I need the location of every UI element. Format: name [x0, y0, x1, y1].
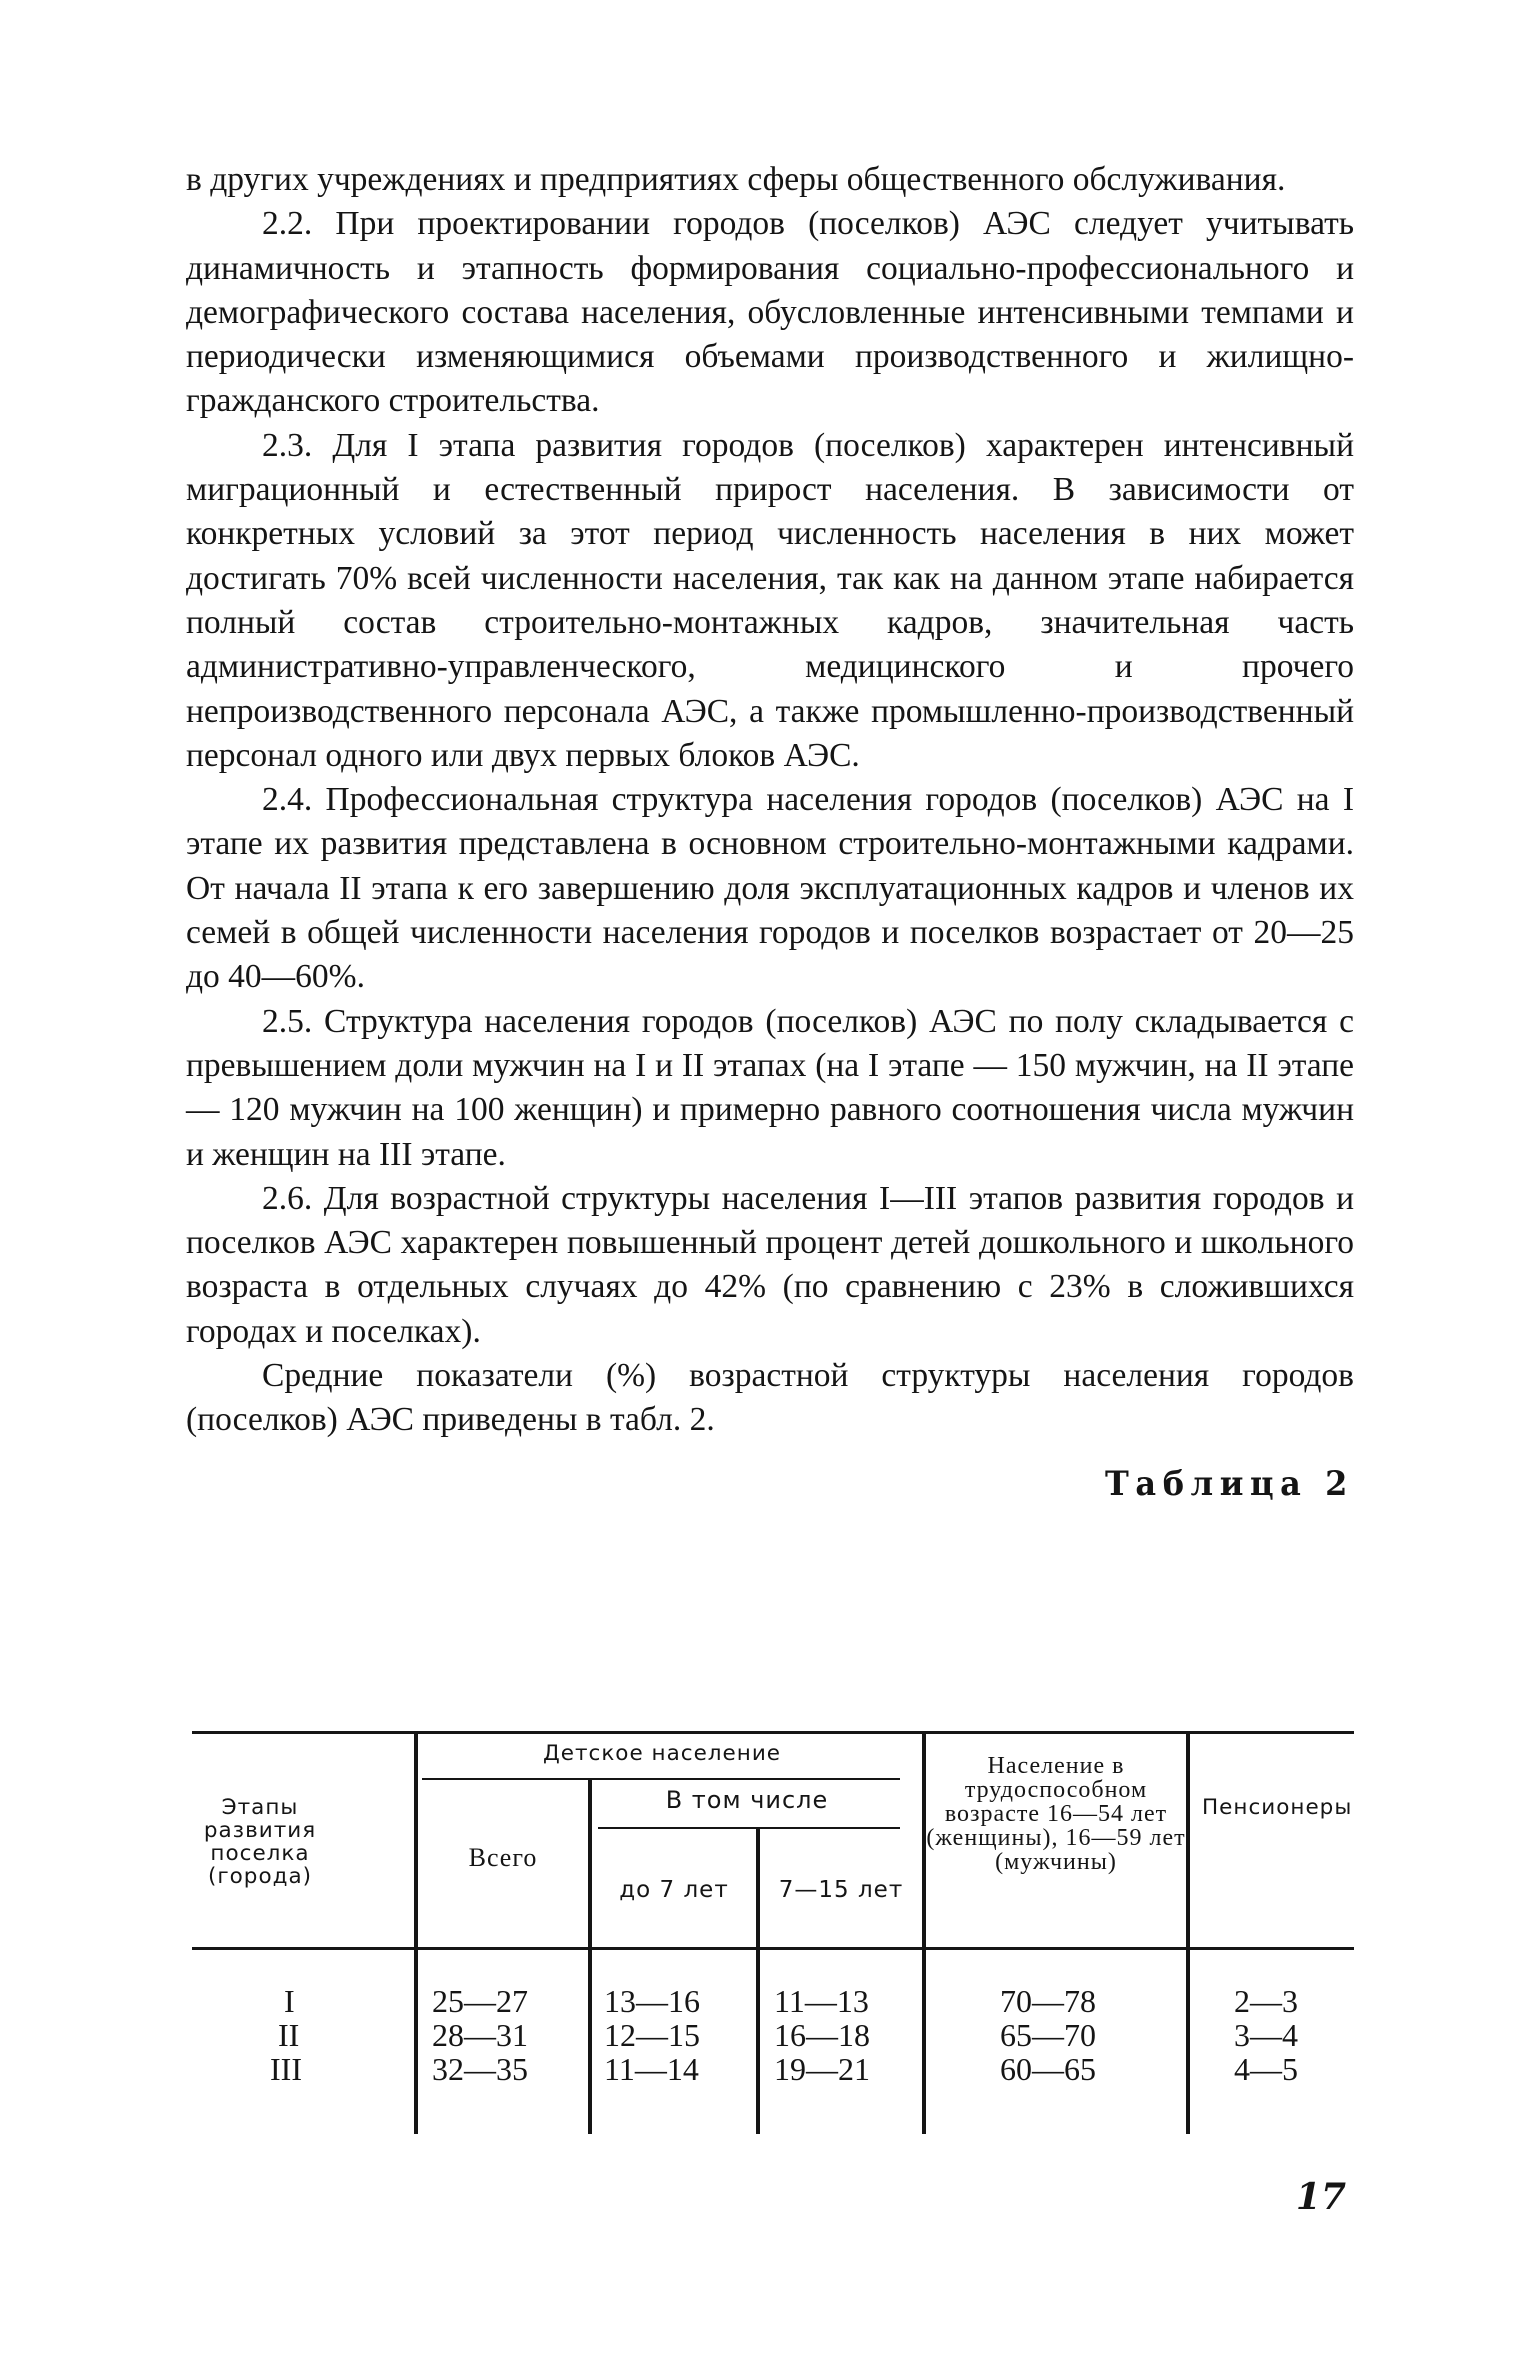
- page-body: [186, 158, 1354, 1504]
- row-pensioners: 3—4: [1234, 2017, 1298, 2053]
- row-pensioners: 2—3: [1234, 1983, 1298, 2019]
- col-rule-3: [756, 1827, 760, 2134]
- col-rule-2: [588, 1778, 592, 2134]
- including-header-rule: [598, 1827, 900, 1829]
- row-working: 70—78: [1000, 1983, 1096, 2019]
- col-rule-5: [1186, 1734, 1190, 2134]
- children-header-rule: [422, 1778, 900, 1780]
- header-bottom-rule: [192, 1947, 1354, 1950]
- row-stage: I: [284, 1983, 295, 2019]
- row-7to15: 11—13: [774, 1983, 869, 2019]
- paragraph-2-2: 2.2. При проектировании городов (поселков) АЭС следует учитывать динамичность и этапность формирования социально-профессионального и демографического состава населения, обусловленные интенсивными темпами и периодически изменяющимися объемами производственного и жилищно-гражданского строительства.: [186, 205, 1354, 420]
- table-caption: Таблица 2: [1105, 1463, 1354, 1504]
- row-under7: 12—15: [604, 2017, 700, 2053]
- header-including: В том числе: [665, 1786, 829, 1814]
- paragraph-2-5: 2.5. Структура населения городов (поселков) АЭС по полу складывается с превышением доли мужчин на I и II этапах (на I этапе — 150 мужчин, на II этапе — 120 мужчин на 100 женщин) и примерно равного соотношения числа мужчин и женщин на III этапе.: [186, 1002, 1354, 1173]
- row-under7: 11—14: [604, 2051, 699, 2087]
- row-7to15: 19—21: [774, 2051, 870, 2087]
- header-7to15: 7—15 лет: [778, 1877, 904, 1903]
- paragraph-2-4: 2.4. Профессиональная структура населения городов (поселков) АЭС на I этапе их развития представлена в основном строительно-монтажными кадрами. От начала II этапа к его завершению доля эксплуатационных кадров и членов их семей в общей численности населения городов и поселков возрастает от 20—25 до 40—60%.: [186, 781, 1354, 996]
- row-stage: III: [270, 2051, 302, 2087]
- row-working: 65—70: [1000, 2017, 1096, 2053]
- row-under7: 13—16: [604, 1983, 700, 2019]
- header-children: Детское население: [542, 1741, 782, 1766]
- header-total: Всего: [468, 1843, 538, 1872]
- paragraph-2-6: 2.6. Для возрастной структуры населения I—III этапов развития городов и поселков АЭС характерен повышенный процент детей дошкольного и школьного возраста в отдельных случаях до 42% (по сравнению с 23% в сложившихся городах и поселках).: [186, 1179, 1354, 1350]
- header-under7: до 7 лет: [619, 1877, 729, 1903]
- table-top-rule: [192, 1731, 1354, 1734]
- row-total: 28—31: [432, 2017, 528, 2053]
- row-working: 60—65: [1000, 2051, 1096, 2087]
- header-stage: Этапы развития поселка (города): [203, 1795, 317, 1889]
- header-working: Население в трудоспособном возрасте 16—54 лет (женщины), 16—59 лет (мужчины): [926, 1753, 1186, 1875]
- row-total: 32—35: [432, 2051, 528, 2087]
- col-rule-1: [414, 1734, 418, 2134]
- paragraph-2-3: 2.3. Для I этапа развития городов (поселков) характерен интенсивный миграционный и естественный прирост населения. В зависимости от конкретных условий за этот период численность населения в них может достигать 70% всей численности населения, так как на данном этапе набирается полный состав строительно-монтажных кадров, значительная часть административно-управленческого, медицинского и прочего непроизводственного персонала АЭС, а также промышленно-производственный персонал одного или двух первых блоков АЭС.: [186, 426, 1354, 774]
- paragraph-table-intro: Средние показатели (%) возрастной структуры населения городов (поселков) АЭС приведены в табл. 2.: [186, 1357, 1354, 1439]
- body-text: [186, 158, 1354, 1443]
- row-7to15: 16—18: [774, 2017, 870, 2053]
- page-number: 17: [1295, 2176, 1346, 2218]
- header-pensioners: Пенсионеры: [1202, 1795, 1353, 1820]
- row-pensioners: 4—5: [1234, 2051, 1298, 2087]
- row-total: 25—27: [432, 1983, 528, 2019]
- paragraph-continuation: в других учреждениях и предприятиях сферы общественного обслуживания.: [186, 161, 1286, 198]
- age-structure-table: [186, 1716, 1358, 2150]
- row-stage: II: [278, 2017, 300, 2053]
